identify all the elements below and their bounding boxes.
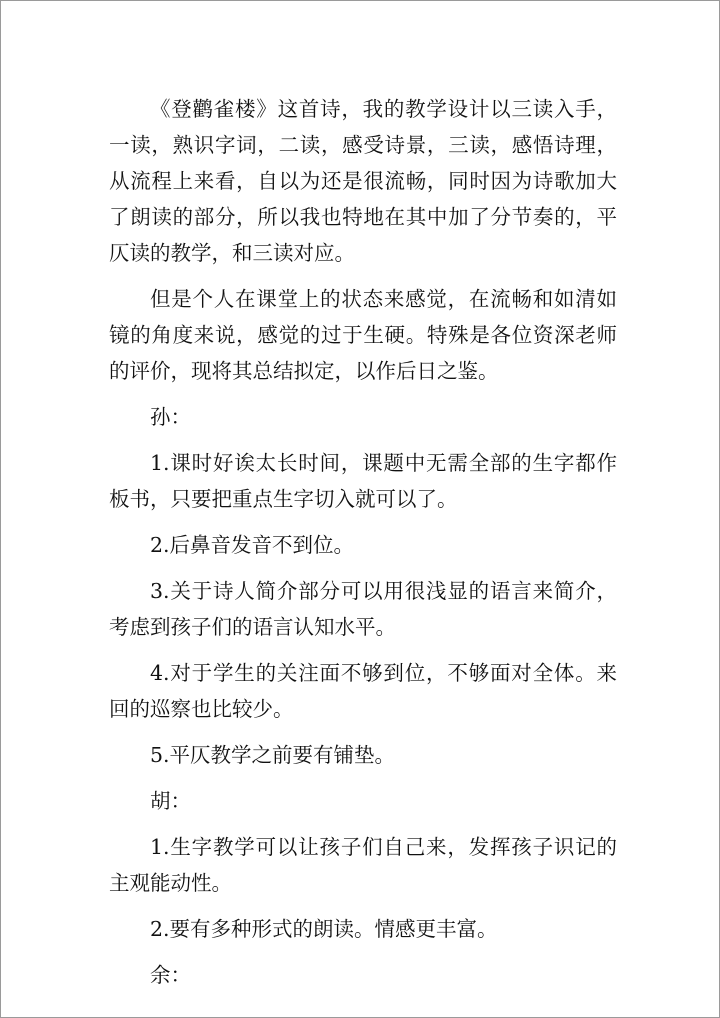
document-body	[109, 91, 617, 1003]
sun-comment-1: 1.课时好诶太长时间，课题中无需全部的生字都作板书，只要把重点生字切入就可以了。	[109, 451, 617, 511]
reviewer-hu-heading: 胡：	[150, 789, 191, 813]
hu-comment-2: 2.要有多种形式的朗读。情感更丰富。	[150, 917, 498, 941]
paragraph-reflection: 但是个人在课堂上的状态来感觉，在流畅和如清如镜的角度来说，感觉的过于生硬。特殊是各位资深老师的评价，现将其总结拟定，以作后日之鉴。	[109, 287, 617, 383]
sun-comment-4: 4.对于学生的关注面不够到位，不够面对全体。来回的巡察也比较少。	[109, 661, 617, 721]
sun-comment-3: 3.关于诗人简介部分可以用很浅显的语言来简介，考虑到孩子们的语言认知水平。	[109, 579, 617, 639]
paragraph-intro: 《登鹳雀楼》这首诗，我的教学设计以三读入手，一读，熟识字词，二读，感受诗景，三读，感悟诗理，从流程上来看，自以为还是很流畅，同时因为诗歌加大了朗读的部分，所以我也特地在其中加了分节奏的，平仄读的教学，和三读对应。	[109, 97, 617, 265]
hu-comment-1: 1.生字教学可以让孩子们自己来，发挥孩子识记的主观能动性。	[109, 835, 617, 895]
reviewer-yu-heading: 余：	[150, 963, 191, 987]
sun-comment-5: 5.平仄教学之前要有铺垫。	[150, 743, 396, 767]
reviewer-sun-heading: 孙：	[150, 405, 191, 429]
sun-comment-2: 2.后鼻音发音不到位。	[150, 533, 355, 557]
